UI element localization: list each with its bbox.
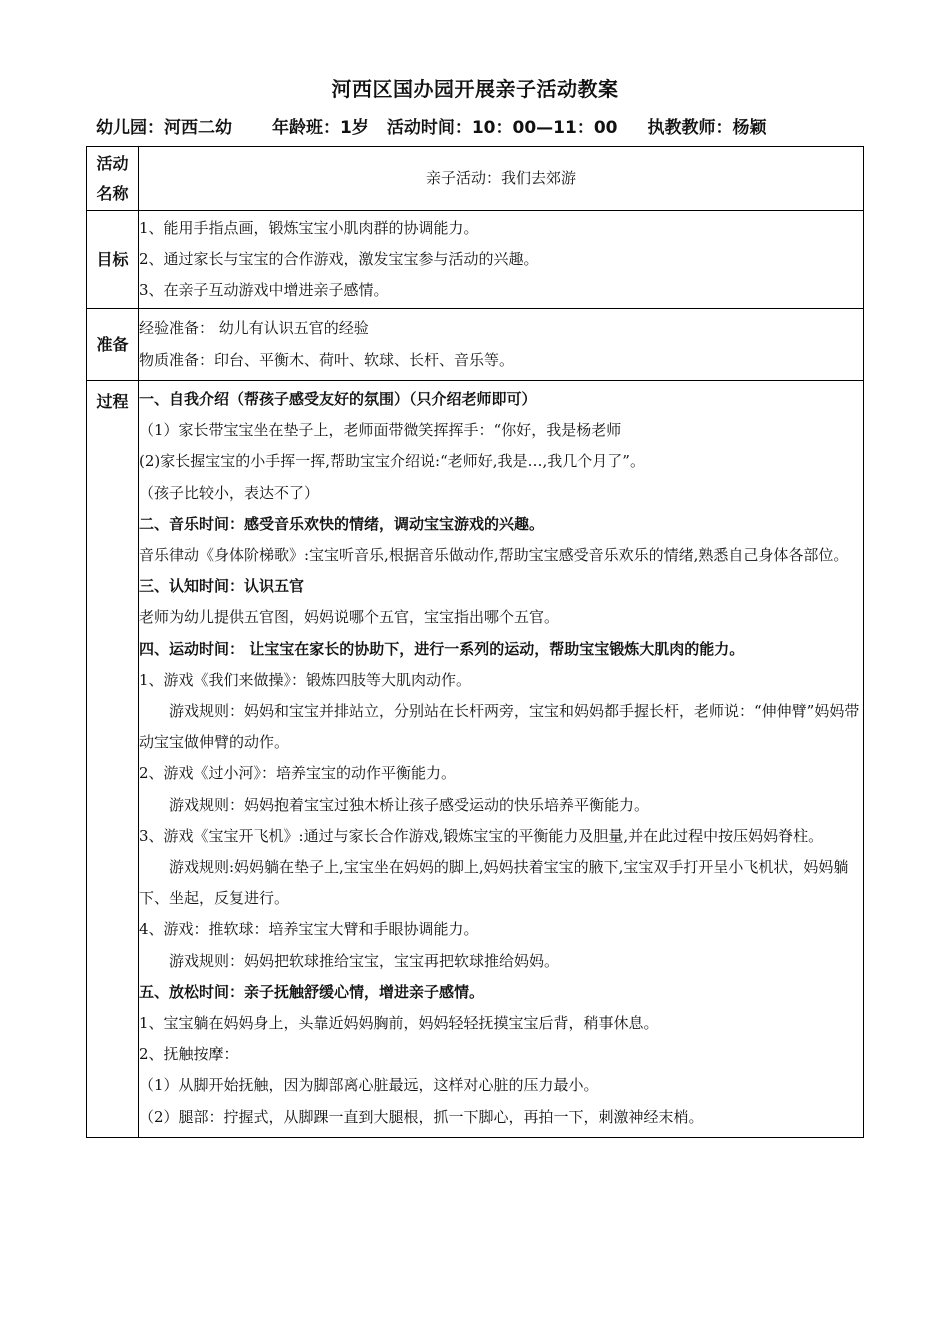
game-rule: 游戏规则：妈妈抱着宝宝过独木桥让孩子感受运动的快乐培养平衡能力。 [169,795,650,814]
process-row [87,381,864,1138]
goals-content [139,211,864,309]
goal-item: 3、在亲子互动游戏中增进亲子感情。 [139,281,389,300]
preparation-item: 经验准备： 幼儿有认识五官的经验 [139,319,369,338]
age-class-info: 年龄班：1岁 [272,118,369,138]
teacher-info: 执教教师：杨颖 [647,118,767,138]
process-step: 1、宝宝躺在妈妈身上，头靠近妈妈胸前，妈妈轻轻抚摸宝宝后背，稍事休息。 [139,1014,659,1033]
activity-name-label [87,147,139,211]
game-rule: 游戏规则：妈妈和宝宝并排站立，分别站在长杆两旁，宝宝和妈妈都手握长杆，老师说：“伸伸臂”妈妈带动宝宝做伸臂的动作。 [139,702,860,752]
game-rule: 游戏规则：妈妈把软球推给宝宝，宝宝再把软球推给妈妈。 [169,951,560,970]
process-step: 老师为幼儿提供五官图，妈妈说哪个五官，宝宝指出哪个五官。 [139,608,560,627]
process-note: （孩子比较小，表达不了） [139,483,320,502]
process-step: （1）家长带宝宝坐在垫子上，老师面带微笑挥挥手：“你好，我是杨老师 [139,421,622,440]
activity-time-info: 活动时间：10：00—11：00 [386,118,618,138]
activity-name-label-line1: 活动 [96,153,129,173]
preparation-item: 物质准备：印台、平衡木、荷叶、软球、长杆、音乐等。 [139,350,515,369]
goals-label: 目标 [87,211,139,309]
activity-name-row [87,147,864,211]
process-step: （2）腿部：拧握式，从脚踝一直到大腿根，抓一下脚心，再拍一下，刺激神经末梢。 [139,1107,704,1126]
preparation-label: 准备 [87,309,139,381]
process-step: (2)家长握宝宝的小手挥一挥,帮助宝宝介绍说:“老师好,我是…,我几个月了”。 [139,452,645,471]
section-heading: 五、放松时间：亲子抚触舒缓心情，增进亲子感情。 [139,982,485,1001]
process-step: （1）从脚开始抚触，因为脚部离心脏最远，这样对心脏的压力最小。 [139,1076,599,1095]
game-title: 3、游戏《宝宝开飞机》:通过与家长合作游戏,锻炼宝宝的平衡能力及胆量,并在此过程中按压妈妈脊柱。 [139,826,824,845]
game-title: 4、游戏：推软球：培养宝宝大臂和手眼协调能力。 [139,920,479,939]
preparation-content [139,309,864,381]
process-paragraph: 音乐律动《身体阶梯歌》:宝宝听音乐,根据音乐做动作,帮助宝宝感受音乐欢乐的情绪,熟悉自己身体各部位。 [139,546,849,565]
game-rule: 游戏规则:妈妈躺在垫子上,宝宝坐在妈妈的脚上,妈妈扶着宝宝的腋下,宝宝双手打开呈小飞机状，妈妈躺下、坐起，反复进行。 [139,858,849,908]
activity-name-label-line2: 名称 [96,183,129,203]
kindergarten-info: 幼儿园：河西二幼 [96,118,232,138]
process-content [139,381,864,1138]
document-title: 河西区国办园开展亲子活动教案 [331,77,619,101]
section-heading: 四、运动时间： 让宝宝在家长的协助下，进行一系列的运动，帮助宝宝锻炼大肌肉的能力。 [139,639,745,658]
goal-item: 2、通过家长与宝宝的合作游戏，激发宝宝参与活动的兴趣。 [139,249,539,268]
header-info-line [96,113,766,138]
game-title: 2、游戏《过小河》：培养宝宝的动作平衡能力。 [139,764,457,783]
section-heading: 二、音乐时间：感受音乐欢快的情绪，调动宝宝游戏的兴趣。 [139,514,545,533]
process-step: 2、抚触按摩： [139,1045,239,1064]
section-heading: 三、认知时间：认识五官 [139,577,305,596]
section-heading: 一、自我介绍（帮孩子感受友好的氛围）（只介绍老师即可） [139,390,537,408]
preparation-row [87,309,864,381]
game-title: 1、游戏《我们来做操》：锻炼四肢等大肌肉动作。 [139,670,472,689]
goal-item: 1、能用手指点画，锻炼宝宝小肌肉群的协调能力。 [139,218,479,237]
goals-row [87,211,864,309]
process-label: 过程 [87,381,139,1138]
activity-name-value: 亲子活动：我们去郊游 [425,168,576,187]
activity-name-value-cell [139,147,864,211]
lesson-plan-table [86,146,864,1138]
